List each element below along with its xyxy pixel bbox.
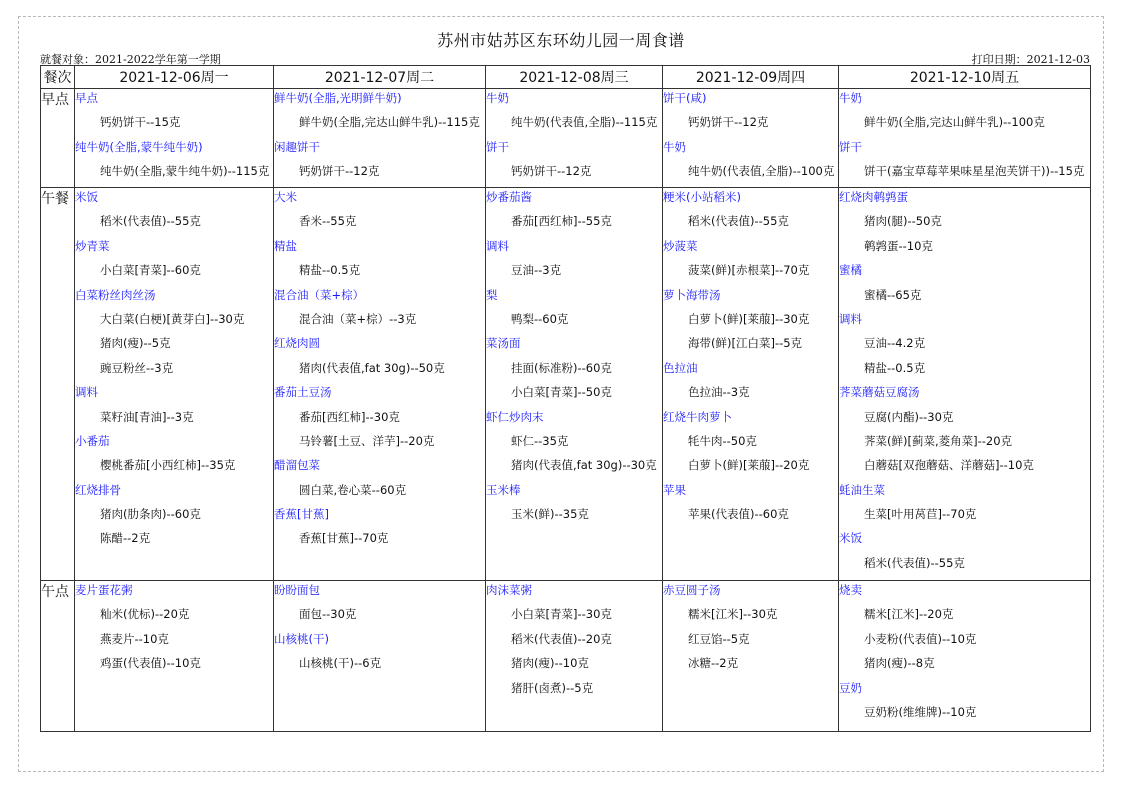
meal-label: 午餐 (41, 188, 75, 581)
ingredient-item: 籼米(优标)--20克 (100, 607, 190, 622)
ingredient-item: 钙奶饼干--12克 (688, 115, 769, 130)
day-header-wed: 2021-12-08周三 (486, 66, 663, 89)
dish-name: 饼干 (486, 139, 509, 154)
dish-name: 牛奶 (663, 139, 686, 154)
dish-name: 菜汤面 (486, 336, 521, 351)
ingredient-item: 鲜牛奶(全脂,完达山鲜牛乳)--115克 (299, 115, 480, 130)
meal-row (41, 581, 1091, 732)
dish-name: 调料 (75, 385, 98, 400)
dish-name: 牛奶 (839, 91, 862, 105)
meal-label: 午点 (41, 581, 75, 732)
dish-name: 白菜粉丝肉丝汤 (75, 287, 156, 302)
dish-name: 混合油（菜+棕） (274, 287, 365, 302)
menu-cell-fri (839, 89, 1091, 188)
dish-name: 醋溜包菜 (274, 458, 320, 473)
menu-cell-tue (274, 188, 486, 581)
ingredient-item: 猪肉(瘦)--10克 (511, 656, 589, 671)
ingredient-item: 混合油（菜+棕）--3克 (299, 311, 417, 326)
menu-cell-thu (663, 188, 839, 581)
ingredient-item: 燕麦片--10克 (100, 631, 169, 646)
ingredient-item: 生菜[叶用莴苣]--70克 (864, 507, 977, 522)
menu-cell-fri (839, 188, 1091, 581)
ingredient-item: 牦牛肉--50克 (688, 433, 757, 448)
dish-name: 虾仁炒肉末 (486, 409, 544, 424)
dish-name: 粳米(小站稻米) (663, 190, 741, 204)
dish-name: 纯牛奶(全脂,蒙牛纯牛奶) (75, 139, 203, 154)
menu-cell-fri (839, 581, 1091, 732)
menu-cell-tue (274, 89, 486, 188)
ingredient-item: 虾仁--35克 (511, 433, 569, 448)
ingredient-item: 猪肝(卤煮)--5克 (511, 680, 594, 695)
ingredient-item: 稻米(代表值)--55克 (100, 214, 201, 229)
ingredient-item: 稻米(代表值)--55克 (688, 214, 789, 229)
ingredient-item: 精盐--0.5克 (864, 360, 926, 375)
ingredient-item: 红豆馅--5克 (688, 631, 750, 646)
ingredient-item: 鸡蛋(代表值)--10克 (100, 656, 201, 671)
ingredient-item: 白蘑菇[双孢蘑菇、洋蘑菇]--10克 (864, 458, 1034, 473)
ingredient-item: 荠菜(鲜)[蓟菜,菱角菜]--20克 (864, 433, 1013, 448)
ingredient-item: 白萝卜(鲜)[莱菔]--30克 (688, 311, 810, 326)
menu-cell-wed (486, 581, 663, 732)
ingredient-item: 鲜牛奶(全脂,完达山鲜牛乳)--100克 (864, 115, 1045, 130)
dish-name: 荠菜蘑菇豆腐汤 (839, 385, 920, 400)
ingredient-item: 豆腐(内酯)--30克 (864, 409, 954, 424)
dish-name: 闲趣饼干 (274, 139, 320, 154)
ingredient-item: 樱桃番茄[小西红柿]--35克 (100, 458, 236, 473)
ingredient-item: 精盐--0.5克 (299, 263, 361, 278)
dish-name: 饼干 (839, 139, 862, 154)
ingredient-item: 陈醋--2克 (100, 531, 151, 546)
audience-label: 就餐对象：2021-2022学年第一学期 (40, 53, 221, 66)
dish-name: 炒番茄酱 (486, 190, 532, 204)
dish-name: 烧卖 (839, 583, 862, 597)
ingredient-item: 面包--30克 (299, 607, 357, 622)
dish-name: 红烧肉圆 (274, 336, 320, 351)
menu-cell-tue (274, 581, 486, 732)
dish-name: 赤豆圆子汤 (663, 583, 721, 597)
menu-cell-mon (75, 581, 274, 732)
ingredient-item: 香蕉[甘蕉]--70克 (299, 531, 389, 546)
dish-name: 豆奶 (839, 680, 862, 695)
dish-name: 大米 (274, 190, 297, 204)
ingredient-item: 海带(鲜)[江白菜]--5克 (688, 336, 803, 351)
ingredient-item: 纯牛奶(全脂,蒙牛纯牛奶)--115克 (100, 164, 270, 179)
ingredient-item: 纯牛奶(代表值,全脂)--115克 (511, 115, 658, 130)
menu-cell-wed (486, 188, 663, 581)
dish-name: 蚝油生菜 (839, 482, 885, 497)
dish-name: 肉沫菜粥 (486, 583, 532, 597)
dish-name: 饼干(咸) (663, 91, 707, 105)
page-title: 苏州市姑苏区东环幼儿园一周食谱 (437, 31, 685, 50)
ingredient-item: 山核桃(干)--6克 (299, 656, 382, 671)
dish-name: 麦片蛋花粥 (75, 583, 133, 597)
ingredient-item: 糯米[江米]--20克 (864, 607, 954, 622)
ingredient-item: 猪肉(代表值,fat 30g)--50克 (299, 360, 445, 375)
menu-cell-thu (663, 89, 839, 188)
meal-row (41, 89, 1091, 188)
dish-name: 牛奶 (486, 91, 509, 105)
dish-name: 香蕉[甘蕉] (274, 507, 329, 522)
dish-name: 小番茄 (75, 433, 110, 448)
ingredient-item: 稻米(代表值)--20克 (511, 631, 612, 646)
day-header-thu: 2021-12-09周四 (663, 66, 839, 89)
ingredient-item: 猪肉(代表值,fat 30g)--30克 (511, 458, 657, 473)
dish-name: 山核桃(干) (274, 631, 329, 646)
dish-name: 红烧肉鹌鹑蛋 (839, 190, 908, 204)
ingredient-item: 豆油--3克 (511, 263, 562, 278)
ingredient-item: 菠菜(鲜)[赤根菜]--70克 (688, 263, 810, 278)
ingredient-item: 糯米[江米]--30克 (688, 607, 778, 622)
ingredient-item: 纯牛奶(代表值,全脂)--100克 (688, 164, 835, 179)
day-header-tue: 2021-12-07周二 (274, 66, 486, 89)
ingredient-item: 猪肉(瘦)--5克 (100, 336, 171, 351)
ingredient-item: 猪肉(腿)--50克 (864, 214, 942, 229)
dish-name: 色拉油 (663, 360, 698, 375)
ingredient-item: 大白菜(白梗)[黄芽白]--30克 (100, 311, 245, 326)
ingredient-item: 菜籽油[青油]--3克 (100, 409, 194, 424)
ingredient-item: 猪肉(肋条肉)--60克 (100, 507, 201, 522)
print-date-label: 打印日期：2021-12-03 (971, 53, 1090, 66)
dish-name: 玉米棒 (486, 482, 521, 497)
ingredient-item: 圆白菜,卷心菜--60克 (299, 482, 407, 497)
menu-cell-wed (486, 89, 663, 188)
meal-row (41, 188, 1091, 581)
ingredient-item: 小白菜[青菜]--50克 (511, 385, 612, 400)
ingredient-item: 马铃薯[土豆、洋芋]--20克 (299, 433, 435, 448)
dish-name: 蜜橘 (839, 263, 862, 278)
meal-label: 早点 (41, 89, 75, 188)
dish-name: 米饭 (839, 531, 862, 546)
ingredient-item: 饼干(嘉宝草莓苹果味星星泡芙饼干))--15克 (864, 164, 1085, 179)
ingredient-item: 钙奶饼干--12克 (511, 164, 592, 179)
dish-name: 米饭 (75, 190, 98, 204)
ingredient-item: 钙奶饼干--15克 (100, 115, 181, 130)
dish-name: 调料 (839, 311, 862, 326)
dish-name: 盼盼面包 (274, 583, 320, 597)
dish-name: 调料 (486, 238, 509, 253)
menu-cell-mon (75, 89, 274, 188)
ingredient-item: 鹌鹑蛋--10克 (864, 238, 933, 253)
ingredient-item: 白萝卜(鲜)[莱菔]--20克 (688, 458, 810, 473)
header-row (41, 66, 1091, 89)
ingredient-item: 玉米(鲜)--35克 (511, 507, 589, 522)
ingredient-item: 挂面(标准粉)--60克 (511, 360, 612, 375)
dish-name: 红烧牛肉萝卜 (663, 409, 732, 424)
dish-name: 鲜牛奶(全脂,光明鲜牛奶) (274, 91, 402, 105)
ingredient-item: 小麦粉(代表值)--10克 (864, 631, 977, 646)
dish-name: 梨 (486, 287, 498, 302)
ingredient-item: 色拉油--3克 (688, 385, 750, 400)
ingredient-item: 稻米(代表值)--55克 (864, 555, 965, 570)
menu-cell-thu (663, 581, 839, 732)
dish-name: 早点 (75, 91, 98, 105)
dish-name: 番茄土豆汤 (274, 385, 332, 400)
menu-cell-mon (75, 188, 274, 581)
dish-name: 炒菠菜 (663, 238, 698, 253)
ingredient-item: 香米--55克 (299, 214, 357, 229)
dish-name: 红烧排骨 (75, 482, 121, 497)
ingredient-item: 豌豆粉丝--3克 (100, 360, 174, 375)
ingredient-item: 猪肉(瘦)--8克 (864, 656, 935, 671)
ingredient-item: 番茄[西红柿]--30克 (299, 409, 400, 424)
ingredient-item: 苹果(代表值)--60克 (688, 507, 789, 522)
ingredient-item: 蜜橘--65克 (864, 287, 922, 302)
day-header-mon: 2021-12-06周一 (75, 66, 274, 89)
menu-body (41, 89, 1091, 732)
ingredient-item: 小白菜[青菜]--30克 (511, 607, 612, 622)
day-header-fri: 2021-12-10周五 (839, 66, 1091, 89)
meal-column-header: 餐次 (41, 66, 75, 89)
ingredient-item: 钙奶饼干--12克 (299, 164, 380, 179)
dish-name: 萝卜海带汤 (663, 287, 721, 302)
ingredient-item: 冰糖--2克 (688, 656, 739, 671)
ingredient-item: 小白菜[青菜]--60克 (100, 263, 201, 278)
ingredient-item: 豆奶粉(维维牌)--10克 (864, 704, 977, 719)
ingredient-item: 番茄[西红柿]--55克 (511, 214, 612, 229)
dish-name: 精盐 (274, 238, 297, 253)
dish-name: 炒青菜 (75, 238, 110, 253)
weekly-menu-table (40, 65, 1091, 732)
ingredient-item: 豆油--4.2克 (864, 336, 926, 351)
dish-name: 苹果 (663, 482, 686, 497)
ingredient-item: 鸭梨--60克 (511, 311, 569, 326)
